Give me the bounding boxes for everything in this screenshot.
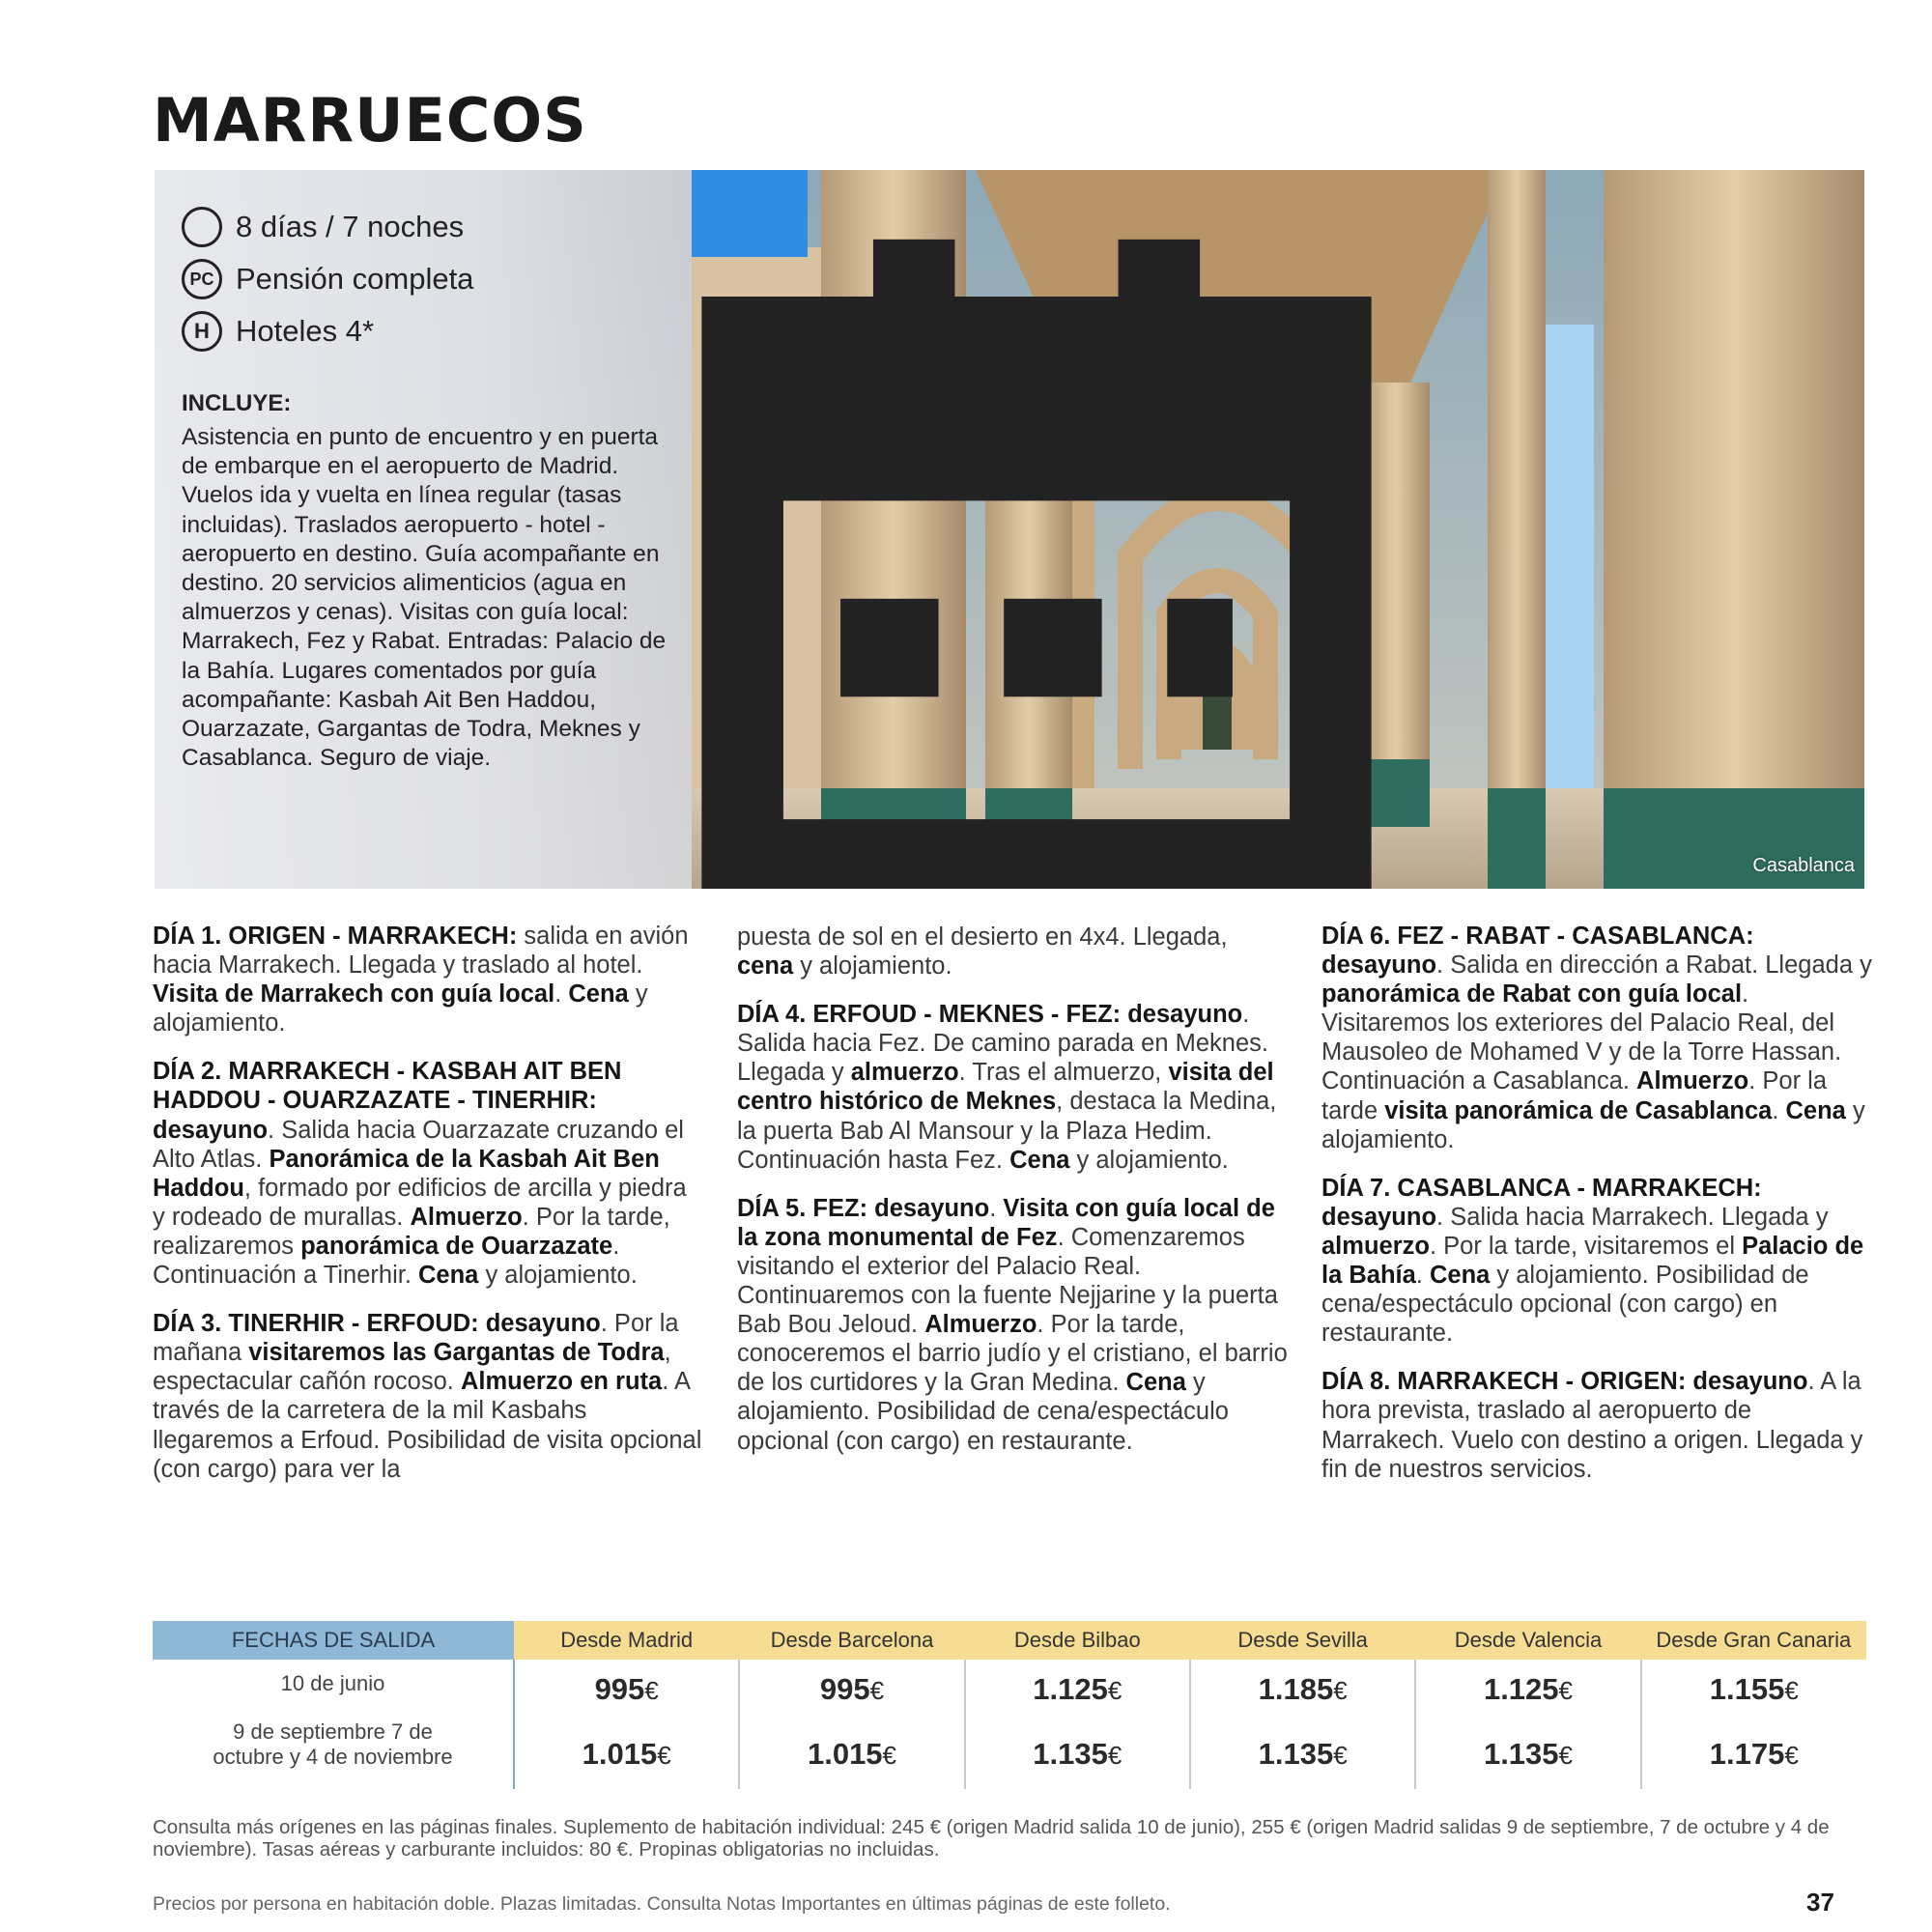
header-bilbao: Desde Bilbao xyxy=(965,1621,1190,1660)
feature-board xyxy=(182,259,473,299)
price-cell: 1.185€ xyxy=(1190,1660,1415,1719)
itinerary-column-2 xyxy=(737,923,1288,1475)
price-cell: 995€ xyxy=(594,1672,659,1706)
trip-info-panel xyxy=(155,170,692,889)
feature-board-label: Pensión completa xyxy=(236,262,474,296)
feature-duration-label: 8 días / 7 noches xyxy=(236,210,465,243)
itinerary-column-1 xyxy=(153,922,703,1503)
table-row xyxy=(153,1719,1866,1789)
header-barcelona: Desde Barcelona xyxy=(739,1621,964,1660)
page-number: 37 xyxy=(1806,1888,1834,1917)
price-cell: 1.155€ xyxy=(1641,1660,1866,1719)
price-cell: 1.175€ xyxy=(1641,1719,1866,1789)
itinerary-day-1: DÍA 1. ORIGEN - MARRAKECH: salida en avión hacia Marrakech. Llegada y traslado al hotel. Visita de Marrakech con guía local. Cena y alojamiento. xyxy=(153,923,689,1037)
itinerary-day-2: DÍA 2. MARRAKECH - KASBAH AIT BEN HADDOU - OUARZAZATE - TINERHIR: desayuno. Salida hacia Ouarzazate cruzando el Alto Atlas. Panorámica de la Kasbah Ait Ben Haddou, formado por edificios de arcilla y piedra y rodeado de murallas. Almuerzo. Por la tarde, realizaremos panorámica de Ouarzazate. Continuación a Tinerhir. Cena y alojamiento. xyxy=(153,1058,687,1290)
pc-icon: PC xyxy=(182,259,222,299)
price-cell: 1.125€ xyxy=(1415,1660,1640,1719)
header-gran-canaria: Desde Gran Canaria xyxy=(1641,1621,1866,1660)
itinerary-day-4: DÍA 4. ERFOUD - MEKNES - FEZ: desayuno. Salida hacia Fez. De camino parada en Meknes. Llegada y almuerzo. Tras el almuerzo, visita del centro histórico de Meknes, destaca la Medina, la puerta Bab Al Mansour y la Plaza Hedim. Continuación hasta Fez. Cena y alojamiento. xyxy=(737,1001,1277,1174)
price-cell: 1.015€ xyxy=(739,1719,964,1789)
calendar-icon xyxy=(182,207,222,247)
itinerary-column-3 xyxy=(1321,922,1872,1503)
price-cell: 995€ xyxy=(739,1660,964,1719)
feature-hotel-label: Hoteles 4* xyxy=(236,314,375,348)
price-cell: 1.015€ xyxy=(582,1737,671,1771)
row-dates: 9 de septiembre 7 de octubre y 4 de noviembre xyxy=(153,1719,514,1789)
itinerary-day-6: DÍA 6. FEZ - RABAT - CASABLANCA: desayuno. Salida en dirección a Rabat. Llegada y panorámica de Rabat con guía local. Visitaremos los exteriores del Palacio Real, del Mausoleo de Mohamed V y de la Torre Hassan. Continuación a Casablanca. Almuerzo. Por la tarde visita panorámica de Casablanca. Cena y alojamiento. xyxy=(1321,923,1872,1153)
feature-duration xyxy=(182,207,464,247)
feature-hotel xyxy=(182,311,374,352)
includes-heading: INCLUYE: xyxy=(182,390,292,416)
price-table-header xyxy=(153,1621,1866,1660)
header-sevilla: Desde Sevilla xyxy=(1190,1621,1415,1660)
hotel-icon: H xyxy=(182,311,222,352)
itinerary-day-8: DÍA 8. MARRAKECH - ORIGEN: desayuno. A la hora prevista, traslado al aeropuerto de Marrakech. Vuelo con destino a origen. Llegada y fin de nuestros servicios. xyxy=(1321,1368,1863,1483)
header-valencia: Desde Valencia xyxy=(1415,1621,1640,1660)
header-madrid: Desde Madrid xyxy=(514,1621,739,1660)
itinerary-day-3: DÍA 3. TINERHIR - ERFOUD: desayuno. Por la mañana visitaremos las Gargantas de Todra, espectacular cañón rocoso. Almuerzo en ruta. A través de la carretera de la mil Kasbahs llegaremos a Erfoud. Posibilidad de visita opcional (con cargo) para ver la xyxy=(153,1310,702,1483)
hero-section xyxy=(155,170,1864,889)
photo-caption: Casablanca xyxy=(1752,855,1855,876)
row-dates: 10 de junio xyxy=(153,1660,514,1719)
price-table xyxy=(153,1621,1866,1789)
itinerary-day-7: DÍA 7. CASABLANCA - MARRAKECH: desayuno. Salida hacia Marrakech. Llegada y almuerzo. Por la tarde, visitaremos el Palacio de la Bahía. Cena y alojamiento. Posibilidad de cena/espectáculo opcional (con cargo) en restaurante. xyxy=(1321,1174,1864,1348)
price-cell: 1.135€ xyxy=(965,1719,1190,1789)
supplement-note: Consulta más orígenes en las páginas finales. Suplemento de habitación individual: 245 € (origen Madrid salida 10 de junio), 255 € (origen Madrid salidas 9 de septiembre, 7 de octubre y 4 de noviembre). Tasas aéreas y carburante incluidos: 80 €. Propinas obligatorias no incluidas. xyxy=(153,1816,1830,1861)
footer-text: Precios por persona en habitación doble. Plazas limitadas. Consulta Notas Importantes en últimas páginas de este folleto. xyxy=(153,1893,1171,1915)
includes-text: Asistencia en punto de encuentro y en puerta de embarque en el aeropuerto de Madrid. Vuelos ida y vuelta en línea regular (tasas incluidas). Traslados aeropuerto - hotel - aeropuerto en destino. Guía acompañante en destino. 20 servicios alimenticios (agua en almuerzos y cenas). Visitas con guía local: Marrakech, Fez y Rabat. Entradas: Palacio de la Bahía. Lugares comentados por guía acompañante: Kasbah Ait Ben Haddou, Ouarzazate, Gargantas de Todra, Meknes y Casablanca. Seguro de viaje. xyxy=(182,424,667,772)
itinerary-day-3-cont: puesta de sol en el desierto en 4x4. Llegada, cena y alojamiento. xyxy=(737,923,1228,980)
header-fechas: FECHAS DE SALIDA xyxy=(153,1621,514,1660)
price-cell: 1.125€ xyxy=(965,1660,1190,1719)
price-cell: 1.135€ xyxy=(1415,1719,1640,1789)
price-cell: 1.135€ xyxy=(1190,1719,1415,1789)
itinerary-day-5: DÍA 5. FEZ: desayuno. Visita con guía local de la zona monumental de Fez. Comenzaremos visitando el exterior del Palacio Real. Continuaremos con la fuente Nejjarine y la puerta Bab Bou Jeloud. Almuerzo. Por la tarde, conoceremos el barrio judío y el cristiano, el barrio de los curtidores y la Gran Medina. Cena y alojamiento. Posibilidad de cena/espectáculo opcional (con cargo) en restaurante. xyxy=(737,1194,1288,1455)
page-title: MARRUECOS xyxy=(153,85,587,156)
table-row xyxy=(153,1660,1866,1719)
